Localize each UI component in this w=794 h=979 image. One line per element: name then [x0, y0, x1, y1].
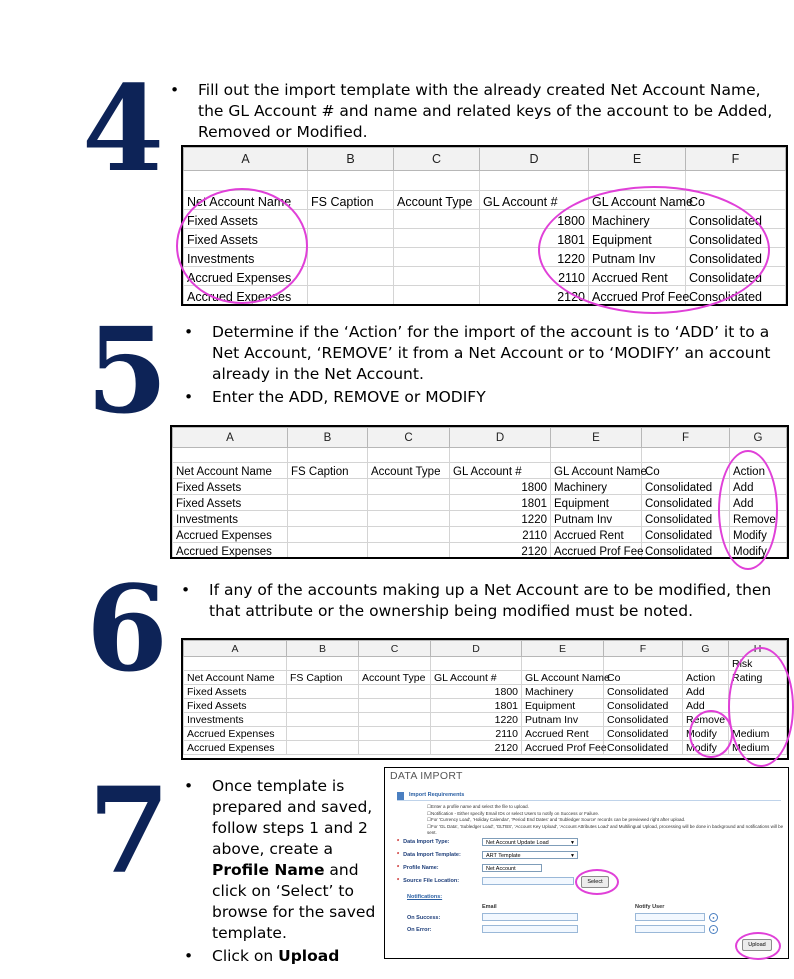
header-cell: GL Account Name: [589, 191, 686, 210]
col-letter: D: [480, 148, 589, 171]
source-file-input[interactable]: [482, 877, 574, 885]
step-4-bullets: [164, 80, 784, 145]
header-cell: Co: [686, 191, 786, 210]
table-row: Investments 1220 Putnam Inv Consolidated: [184, 248, 786, 267]
user-lookup-icon[interactable]: ●: [709, 925, 718, 934]
highlight-oval: [728, 647, 794, 767]
on-success-label: On Success:: [407, 915, 441, 921]
table-row: Accrued Expenses 2120 Accrued Prof Fee Consolidated Modify: [173, 543, 787, 559]
col-letter: A: [184, 148, 308, 171]
table-row: Fixed Assets 1800 Machinery Consolidated Add: [184, 685, 787, 699]
header-cell: FS Caption: [308, 191, 394, 210]
step-6-bullet: • If any of the accounts making up a Net Account are to be modified, then that attribute or the ownership being modified must be noted.: [175, 580, 775, 622]
step-6-bullets: [175, 580, 775, 624]
table-row: Fixed Assets 1801 Equipment Consolidated Add: [184, 699, 787, 713]
header-cell: Account Type: [394, 191, 480, 210]
data-import-title: DATA IMPORT: [390, 770, 463, 782]
on-error-notify-input[interactable]: [635, 925, 705, 933]
data-import-type-select[interactable]: Net Account Update Load ▼: [482, 838, 578, 846]
highlight-oval: [538, 186, 770, 314]
table-row: Fixed Assets 1801 Equipment Consolidated: [184, 229, 786, 248]
table-row: Accrued Expenses 2110 Accrued Rent Consolidated: [184, 267, 786, 286]
table-row: Accrued Expenses 2120 Accrued Prof Fee Consolidated Modify Medium: [184, 741, 787, 755]
header-cell: Net Account Name: [184, 191, 308, 210]
data-import-template-select[interactable]: ART Template ▼: [482, 851, 578, 859]
col-letter: C: [394, 148, 480, 171]
highlight-oval: [176, 188, 308, 304]
highlight-oval: [575, 869, 619, 895]
step-5-spreadsheet: A B C D E F G Net Account Name FS Caption Account Type GL Account # GL Account Name Co Action Fixed Assets 1800 Machinery Consolidated Add Fixed Assets 1801 Equipment Consolidated Add Investments 1220 Putnam Inv Consolidated Remove Accrued Expenses 2110 Accrued Rent Consolidated Modify Accrued Expenses 2120 Accrued Prof Fee Consolidated Modify: [170, 425, 789, 559]
step-7-bullet: • Click on Upload: [178, 946, 388, 967]
header-cell: GL Account #: [480, 191, 589, 210]
step-7-bullet: • Once template is prepared and saved, follow steps 1 and 2 above, create a Profile Name and click on ‘Select’ to browse for the saved template.: [178, 776, 388, 944]
notify-user-header: Notify User: [635, 904, 665, 910]
step-5-bullets: [178, 322, 778, 410]
profile-name-input[interactable]: Net Account: [482, 864, 542, 872]
step-number-6: 6: [86, 559, 169, 698]
select-button[interactable]: Select: [581, 876, 609, 888]
step-5-bullet: • Determine if the ‘Action’ for the import of the account is to ‘ADD’ it to a Net Account, ‘REMOVE’ it from a Net Account or to ‘MODIFY’ an account already in the Net Account.: [178, 322, 778, 385]
on-success-notify-input[interactable]: [635, 913, 705, 921]
on-success-email-input[interactable]: [482, 913, 578, 921]
source-file-location-label: * Source File Location:: [397, 878, 460, 884]
chevron-down-icon: ▼: [570, 840, 575, 846]
data-import-panel: [384, 767, 789, 959]
col-letter: B: [308, 148, 394, 171]
chevron-down-icon: ▼: [570, 853, 575, 859]
profile-name-label: * Profile Name:: [397, 865, 439, 871]
table-row: Fixed Assets 1800 Machinery Consolidated: [184, 210, 786, 229]
table-row: Investments 1220 Putnam Inv Consolidated Remove: [173, 511, 787, 527]
data-import-type-label: * Data Import Type:: [397, 839, 450, 845]
data-import-template-label: * Data Import Template:: [397, 852, 461, 858]
step-number-7: 7: [88, 761, 171, 900]
highlight-oval: [689, 710, 733, 758]
notifications-link[interactable]: Notifications:: [407, 894, 443, 900]
step-number-5: 5: [86, 301, 169, 440]
import-requirements-heading: Import Requirements: [409, 792, 465, 798]
on-error-label: On Error:: [407, 927, 432, 933]
step-5-bullet: • Enter the ADD, REMOVE or MODIFY: [178, 387, 778, 408]
table-row: Fixed Assets 1801 Equipment Consolidated Add: [173, 495, 787, 511]
on-error-email-input[interactable]: [482, 925, 578, 933]
col-letter: F: [686, 148, 786, 171]
table-row: Investments 1220 Putnam Inv Consolidated Remove: [184, 713, 787, 727]
import-requirements-list: ☐ Enter a profile name and select the file to upload. ☐ Notification - Either specify Email IDs or select Users to notify on Success or Failure. ☐ For 'Currency Load', 'Holiday Calendar', 'Period End Dates' and 'Subledger Source' records can be previewed right after upload. ☐ For 'GL Data', 'Subledger Load', 'GLTBS', 'Account Key Upload', 'Account Attributes Load' and Multilingual Upload, processing will be done in background and notifications will be sent.: [427, 804, 788, 837]
step-7-bullets: [178, 776, 388, 969]
table-row: Accrued Expenses 2110 Accrued Rent Consolidated Modify: [173, 527, 787, 543]
step-4-bullet: • Fill out the import template with the already created Net Account Name, the GL Account # and name and related keys of the account to be Added, Removed or Modified.: [164, 80, 784, 143]
table-row: Accrued Expenses 2120 Accrued Prof Fee Consolidated: [184, 286, 786, 305]
table-row: Accrued Expenses 2110 Accrued Rent Consolidated Modify Medium: [184, 727, 787, 741]
step-number-4: 4: [82, 59, 165, 198]
email-header: Email: [482, 904, 497, 910]
user-lookup-icon[interactable]: ●: [709, 913, 718, 922]
upload-button[interactable]: Upload: [742, 939, 772, 951]
table-row: Fixed Assets 1800 Machinery Consolidated Add: [173, 479, 787, 495]
highlight-oval: [718, 450, 778, 570]
col-letter: E: [589, 148, 686, 171]
highlight-oval: [735, 932, 781, 960]
step-6-spreadsheet: A B C D E F G H Risk Net Account Name FS Caption Account Type GL Account # GL Account Name Co Action Rating Fixed Assets 1800 Machinery Consolidated Add Fixed Assets 1801 Equipment Consolidated Add Investments 1220 Putnam Inv Consolidated Remove Accrued Expenses 2110 Accrued Rent Consolidated Modify Medium Accrued Expenses 2120 Accrued Prof Fee Consolidated Modify Medium: [181, 638, 789, 760]
